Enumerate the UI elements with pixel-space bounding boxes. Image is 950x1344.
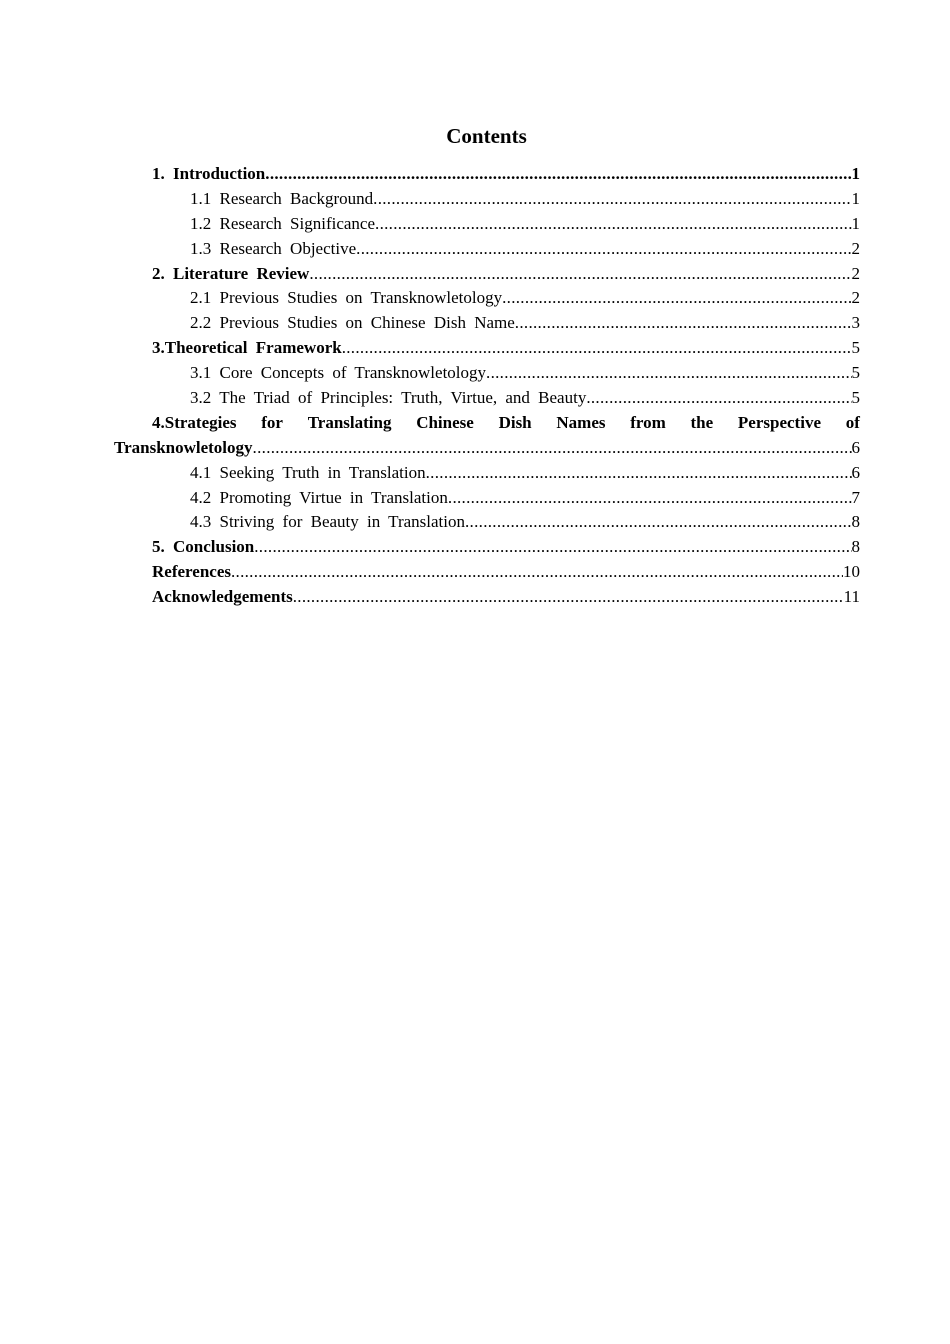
toc-entry-core-concepts[interactable] <box>114 361 860 386</box>
toc-entry-label: 1.2 Research Significance <box>190 213 376 233</box>
toc-entry-label: 1.1 Research Background <box>190 188 374 208</box>
toc-leader <box>254 535 851 560</box>
toc-entry-label: 4.3 Striving for Beauty in Translation <box>190 512 465 532</box>
toc-entry-label-line2 <box>114 436 860 461</box>
toc-word: from <box>630 412 666 432</box>
toc-page-number: 5 <box>851 363 860 383</box>
toc-entry-research-background[interactable] <box>114 187 860 212</box>
toc-entry-label-line1 <box>114 411 860 436</box>
toc-leader <box>231 560 843 585</box>
toc-leader <box>265 162 851 187</box>
toc-word: Perspective <box>737 412 821 432</box>
toc-page-number: 1 <box>851 164 860 183</box>
toc-leader <box>253 436 852 461</box>
toc-entry-literature-review[interactable] <box>114 262 860 287</box>
toc-entry-label: Transknowletology <box>114 437 253 457</box>
toc-entry-conclusion[interactable] <box>114 535 860 560</box>
toc-entry-label: 2. Literature Review <box>152 263 310 283</box>
toc-entry-previous-studies-dish-name[interactable] <box>114 311 860 336</box>
toc-entry-label: 1.3 Research Objective <box>190 238 357 258</box>
toc-entry-acknowledgements[interactable] <box>114 585 860 610</box>
toc-entry-label: 3.1 Core Concepts of Transknowletology <box>190 363 487 383</box>
toc-entry-label: 2.2 Previous Studies on Chinese Dish Name <box>190 313 515 333</box>
toc-entry-label: 1. Introduction <box>152 164 266 183</box>
toc-page-number: 10 <box>843 562 860 582</box>
table-of-contents <box>114 162 860 610</box>
toc-entry-seeking-truth[interactable] <box>114 461 860 486</box>
toc-word: Names <box>556 412 606 432</box>
toc-entry-theoretical-framework[interactable] <box>114 336 860 361</box>
toc-entry-references[interactable] <box>114 560 860 585</box>
toc-page-number: 7 <box>851 487 860 507</box>
toc-entry-striving-beauty[interactable] <box>114 510 860 535</box>
toc-page-number: 6 <box>851 462 860 482</box>
toc-page-number: 1 <box>851 188 860 208</box>
toc-entry-previous-studies-transknowletology[interactable] <box>114 286 860 311</box>
toc-leader <box>375 212 851 237</box>
toc-page-number: 5 <box>851 388 860 408</box>
toc-leader <box>342 336 852 361</box>
toc-page-number: 2 <box>851 238 860 258</box>
toc-entry-introduction[interactable] <box>114 162 860 187</box>
toc-entry-label: 3.2 The Triad of Principles: Truth, Virtue, and Beauty <box>190 388 587 408</box>
toc-word: 4.Strategies <box>152 412 237 432</box>
toc-word: Chinese <box>416 412 474 432</box>
toc-entry-triad-of-principles[interactable] <box>114 386 860 411</box>
toc-leader <box>486 361 851 386</box>
toc-entry-research-objective[interactable] <box>114 237 860 262</box>
toc-entry-research-significance[interactable] <box>114 212 860 237</box>
toc-word: Translating <box>307 412 392 432</box>
toc-entry-label: References <box>152 562 231 582</box>
toc-leader <box>356 237 851 262</box>
toc-page-number: 8 <box>851 537 860 557</box>
toc-page-number: 3 <box>851 313 860 333</box>
toc-word: the <box>690 412 714 432</box>
toc-page-number: 11 <box>843 587 860 607</box>
toc-entry-label: 4.1 Seeking Truth in Translation <box>190 462 426 482</box>
toc-leader <box>465 510 852 535</box>
toc-leader <box>293 585 844 610</box>
toc-page-number: 2 <box>851 288 860 308</box>
toc-entry-strategies[interactable] <box>114 411 860 461</box>
toc-entry-label: 5. Conclusion <box>152 537 255 557</box>
toc-leader <box>426 461 852 486</box>
toc-leader <box>586 386 851 411</box>
toc-leader <box>515 311 852 336</box>
toc-leader <box>448 486 852 511</box>
toc-page-number: 5 <box>851 338 860 358</box>
toc-page-number: 6 <box>851 437 860 457</box>
toc-entry-promoting-virtue[interactable] <box>114 486 860 511</box>
toc-leader <box>502 286 851 311</box>
page-title: Contents <box>446 124 527 148</box>
toc-word: for <box>261 412 283 432</box>
toc-word: Dish <box>498 412 532 432</box>
toc-entry-label: Acknowledgements <box>152 587 293 607</box>
toc-page-number: 8 <box>851 512 860 532</box>
toc-leader <box>309 262 851 287</box>
toc-entry-label: 4.2 Promoting Virtue in Translation <box>190 487 448 507</box>
toc-word: of <box>845 412 860 432</box>
toc-leader <box>373 187 851 212</box>
toc-page-number: 2 <box>851 263 860 283</box>
toc-entry-label: 2.1 Previous Studies on Transknowletology <box>190 288 503 308</box>
toc-page-number: 1 <box>851 213 860 233</box>
toc-entry-label: 3.Theoretical Framework <box>152 338 342 358</box>
